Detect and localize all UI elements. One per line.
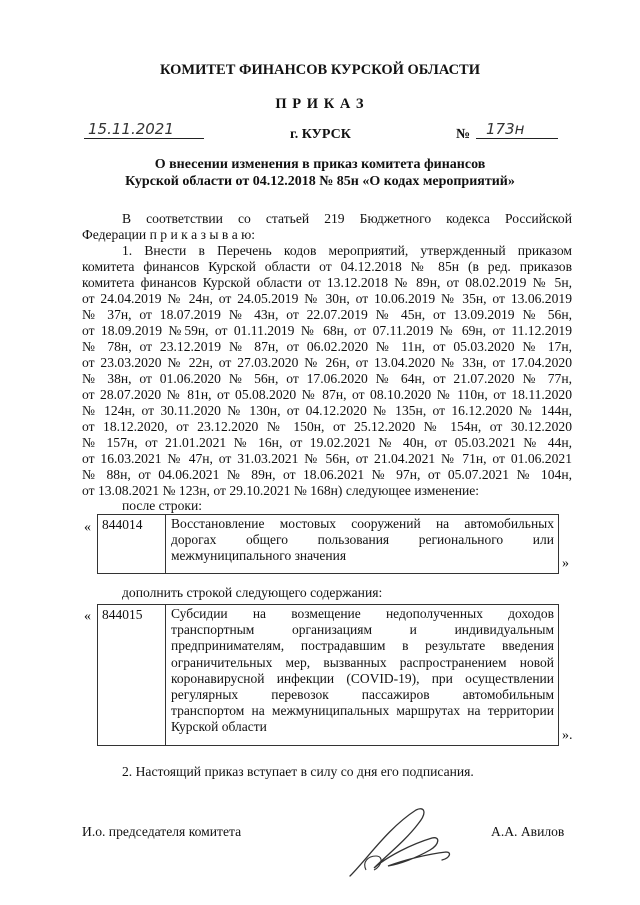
table2-line: регулярных перевозок пассажиров автомобильным [171, 687, 554, 703]
document-type: П Р И К А З [275, 96, 365, 112]
body-line: № 37н, от 18.07.2019 № 43н, от 22.07.2019 № 45н, от 13.09.2019 № 56н, [82, 307, 572, 322]
handwritten-date: 15.11.2021 [88, 120, 174, 138]
table2-open-quote: « [84, 609, 91, 624]
organization-name: КОМИТЕТ ФИНАНСОВ КУРСКОЙ ОБЛАСТИ [159, 62, 481, 78]
body-line: В соответствии со статьей 219 Бюджетного кодекса Российской [122, 211, 572, 226]
body-line: от 18.09.2019 №59н, от 01.11.2019 № 68н, от 07.11.2019 № 69н, от 11.12.2019 [82, 323, 572, 338]
table1-open-quote: « [84, 520, 91, 535]
body-line: от 18.12.2020, от 23.12.2020 № 150н, от 25.12.2020 № 154н, от 30.12.2020 [82, 419, 572, 434]
signatory-position: И.о. председателя комитета [82, 824, 242, 839]
body-line: комитета финансов Курской области от 13.12.2018 № 89н, от 08.02.2019 № 5н, [82, 275, 572, 290]
body-line: комитета финансов Курской области от 04.12.2018 № 85н (в ред. приказов [82, 259, 572, 274]
add-row-label: дополнить строкой следующего содержания: [122, 585, 383, 600]
body-line: № 157н, от 21.01.2021 № 16н, от 19.02.2021 № 40н, от 05.03.2021 № 44н, [82, 435, 572, 450]
table2-code: 844015 [98, 605, 166, 745]
table2-close-quote: ». [562, 728, 573, 743]
city: г. КУРСК [290, 127, 351, 142]
table2-row [97, 604, 559, 746]
body-line: № 88н, от 04.06.2021 № 89н, от 18.06.2021 № 97н, от 05.07.2021 № 104н, [82, 467, 572, 482]
table1-line: дорогах общего пользования регионального или [171, 532, 554, 548]
body-line: от 28.07.2020 № 81н, от 05.08.2020 № 87н, от 08.10.2020 № 110н, от 18.11.2020 [82, 387, 572, 402]
table1-close-quote: » [562, 556, 569, 571]
table1-code: 844014 [98, 515, 166, 573]
body-line: № 78н, от 23.12.2019 № 87н, от 06.02.2020 № 11н, от 05.03.2020 № 17н, [82, 339, 572, 354]
table1-line: межмуниципального значения [171, 548, 347, 564]
body-line: от 24.04.2019 № 24н, от 24.05.2019 № 30н, от 10.06.2019 № 35н, от 13.06.2019 [82, 291, 572, 306]
body-line: Федерации п р и к а з ы в а ю: [82, 227, 256, 242]
table2-line: транспортным организациям и индивидуальным [171, 622, 554, 638]
table2-description [167, 605, 558, 745]
table2-line: коронавирусной инфекции (COVID-19), при осуществлении [171, 670, 554, 686]
signatory-name: А.А. Авилов [491, 824, 565, 839]
handwritten-signature [328, 798, 478, 888]
table2-line: Субсидии на возмещение недополученных доходов [171, 606, 554, 621]
body-line: от 16.03.2021 № 47н, от 31.03.2021 № 56н, от 21.04.2021 № 71н, от 01.06.2021 [82, 451, 572, 466]
after-row-label: после строки: [122, 498, 203, 513]
table1-description [167, 515, 558, 573]
table2-line: Курской области [171, 719, 267, 735]
body-line: 1. Внести в Перечень кодов мероприятий, утвержденный приказом [122, 243, 572, 258]
order-title-line2: Курской области от 04.12.2018 № 85н «О кодах мероприятий» [125, 174, 515, 189]
number-underline [476, 138, 558, 139]
table1-row [97, 514, 559, 574]
table2-line: транспортом на межмуниципальных маршрутах на территории [171, 703, 554, 719]
date-underline [84, 138, 204, 139]
table2-line: предпринимателям, пострадавшим в результате введения [171, 638, 554, 654]
body-line: от 23.03.2020 № 22н, от 27.03.2020 № 26н, от 13.04.2020 № 33н, от 17.04.2020 [82, 355, 572, 370]
number-label: № [456, 127, 471, 142]
body-line: от 13.08.2021 № 123н, от 29.10.2021 № 168н) следующее изменение: [82, 483, 480, 498]
body-line: № 124н, от 30.11.2020 № 130н, от 04.12.2020 № 135н, от 16.12.2020 № 144н, [82, 403, 572, 418]
table2-line: ограничительных мер, вызванных распространением новой [171, 654, 554, 670]
handwritten-number: 173н [486, 120, 525, 138]
table1-line: Восстановление мостовых сооружений на автомобильных [171, 516, 554, 531]
order-title-line1: О внесении изменения в приказ комитета финансов [154, 157, 486, 172]
point-2: 2. Настоящий приказ вступает в силу со дня его подписания. [122, 764, 474, 779]
body-line: № 38н, от 01.06.2020 № 56н, от 17.06.2020 № 64н, от 21.07.2020 № 77н, [82, 371, 572, 386]
